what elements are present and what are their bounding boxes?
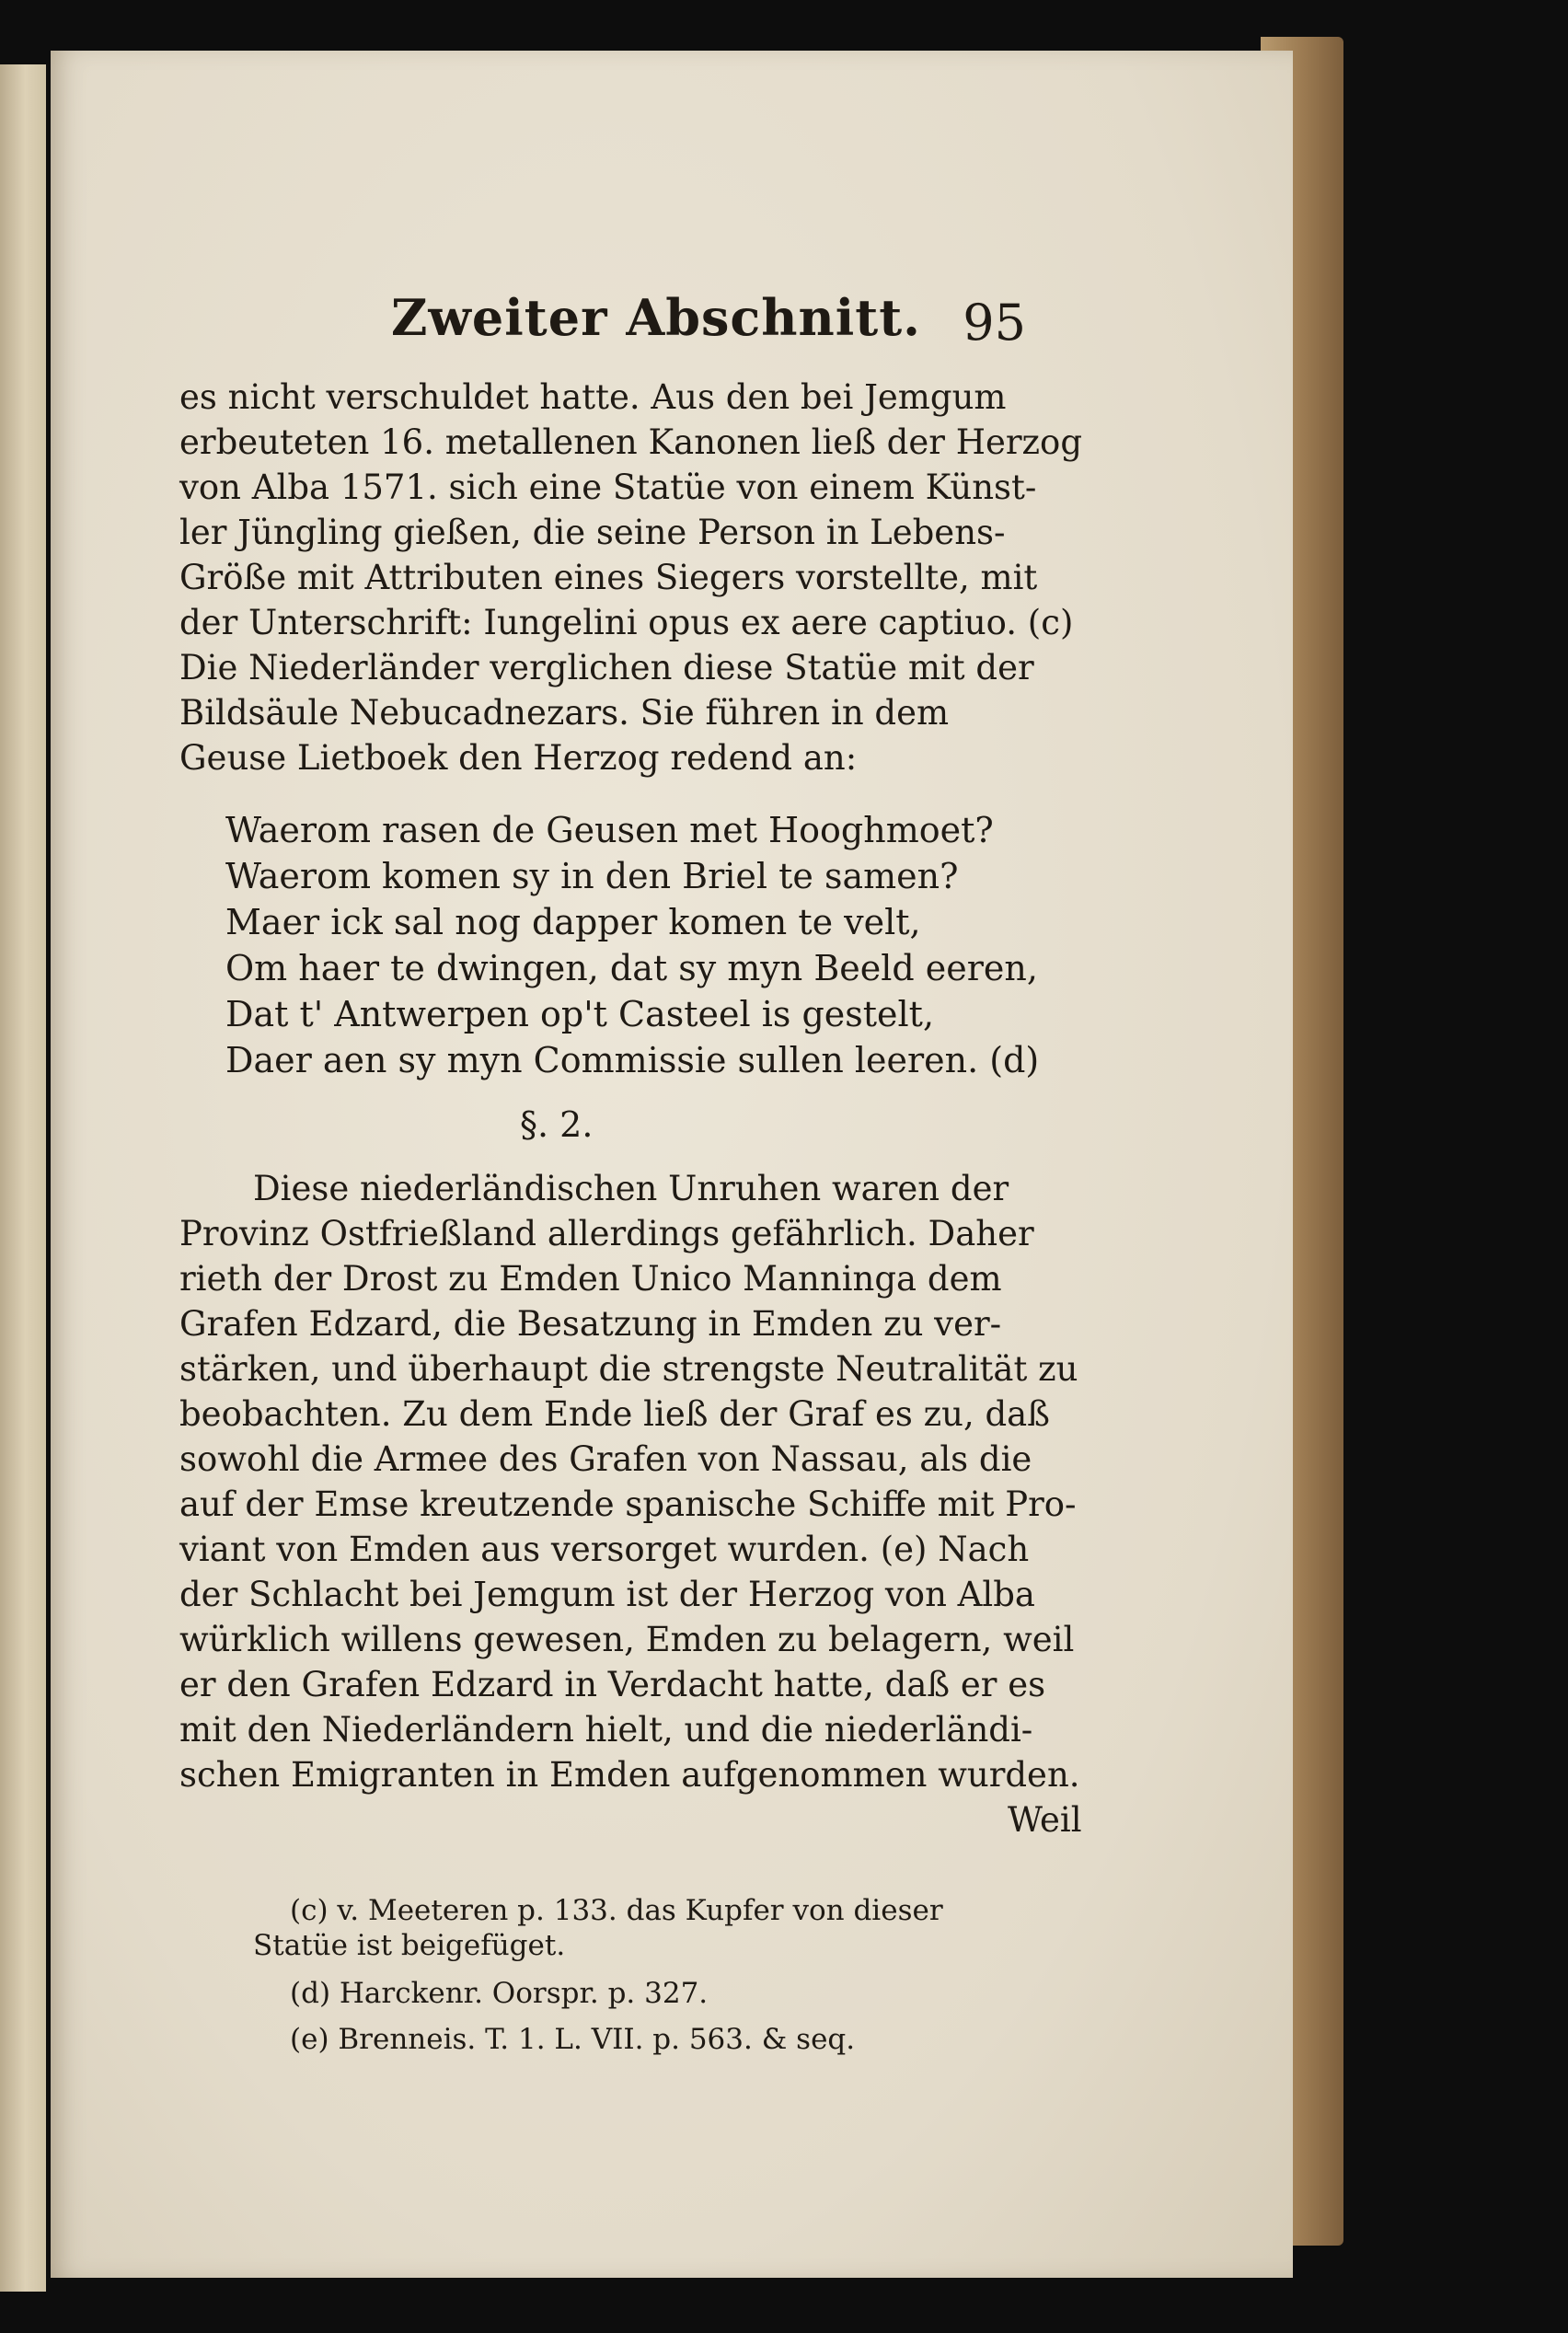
page-header (345, 288, 1026, 362)
page-number: 95 (963, 294, 1026, 352)
text-line: Grafen Edzard, die Besatzung in Emden zu ver- (179, 1304, 1002, 1344)
text-line: erbeuteten 16. metallenen Kanonen ließ der Herzog (179, 422, 1083, 462)
footnote-line: (d) Harckenr. Oorspr. p. 327. (290, 1977, 709, 2010)
text-line: viant von Emden aus versorget wurden. (e) Nach (179, 1530, 1030, 1569)
verse-line: Maer ick sal nog dapper komen te velt, (225, 902, 921, 942)
text-line: beobachten. Zu dem Ende ließ der Graf es zu, daß (179, 1394, 1050, 1434)
text-line: der Schlacht bei Jemgum ist der Herzog von Alba (179, 1575, 1035, 1614)
left-page-edge (0, 64, 46, 2292)
text-line: Bildsäule Nebucadnezars. Sie führen in dem (179, 693, 950, 733)
text-line: der Unterschrift: Iungelini opus ex aere captiuo. (c) (179, 603, 1074, 642)
text-line: rieth der Drost zu Emden Unico Manninga dem (179, 1259, 1002, 1299)
verse-line: Waerom rasen de Geusen met Hooghmoet? (225, 810, 994, 850)
text-line: von Alba 1571. sich eine Statüe von einem Künst- (179, 468, 1037, 507)
footnote-line: Statüe ist beigefüget. (253, 1929, 566, 1962)
running-head: Zweiter Abschnitt. (391, 288, 921, 347)
book-page (51, 51, 1293, 2278)
text-line: Provinz Ostfrießland allerdings gefährlich. Daher (179, 1214, 1034, 1253)
text-line: er den Grafen Edzard in Verdacht hatte, daß er es (179, 1665, 1046, 1704)
footnote-line: (c) v. Meeteren p. 133. das Kupfer von dieser (290, 1894, 943, 1927)
text-line: schen Emigranten in Emden aufgenommen wurden. (179, 1755, 1080, 1795)
text-line: Diese niederländischen Unruhen waren der (253, 1169, 1009, 1208)
text-line: auf der Emse kreutzende spanische Schiffe mit Pro- (179, 1484, 1077, 1524)
text-line: Größe mit Attributen eines Siegers vorstellte, mit (179, 558, 1038, 597)
verse-line: Om haer te dwingen, dat sy myn Beeld eeren, (225, 948, 1038, 988)
text-line: stärken, und überhaupt die strengste Neutralität zu (179, 1349, 1078, 1389)
verse-line: Daer aen sy myn Commissie sullen leeren. (d) (225, 1040, 1040, 1080)
verse-line: Waerom komen sy in den Briel te samen? (225, 856, 959, 896)
section-mark: §. 2. (520, 1104, 594, 1145)
footnote-line: (e) Brenneis. T. 1. L. VII. p. 563. & seq. (290, 2023, 856, 2056)
catchword: Weil (1008, 1800, 1082, 1840)
text-block (179, 377, 1100, 2056)
text-line: würklich willens gewesen, Emden zu belagern, weil (179, 1620, 1075, 1659)
text-line: Die Niederländer verglichen diese Statüe mit der (179, 648, 1034, 687)
verse-line: Dat t' Antwerpen op't Casteel is gestelt, (225, 994, 935, 1034)
text-line: es nicht verschuldet hatte. Aus den bei Jemgum (179, 377, 1007, 417)
text-line: ler Jüngling gießen, die seine Person in Lebens- (179, 513, 1006, 552)
text-line: Geuse Lietboek den Herzog redend an: (179, 738, 858, 778)
text-line: sowohl die Armee des Grafen von Nassau, als die (179, 1439, 1032, 1479)
text-line: mit den Niederländern hielt, und die niederländi- (179, 1710, 1033, 1750)
